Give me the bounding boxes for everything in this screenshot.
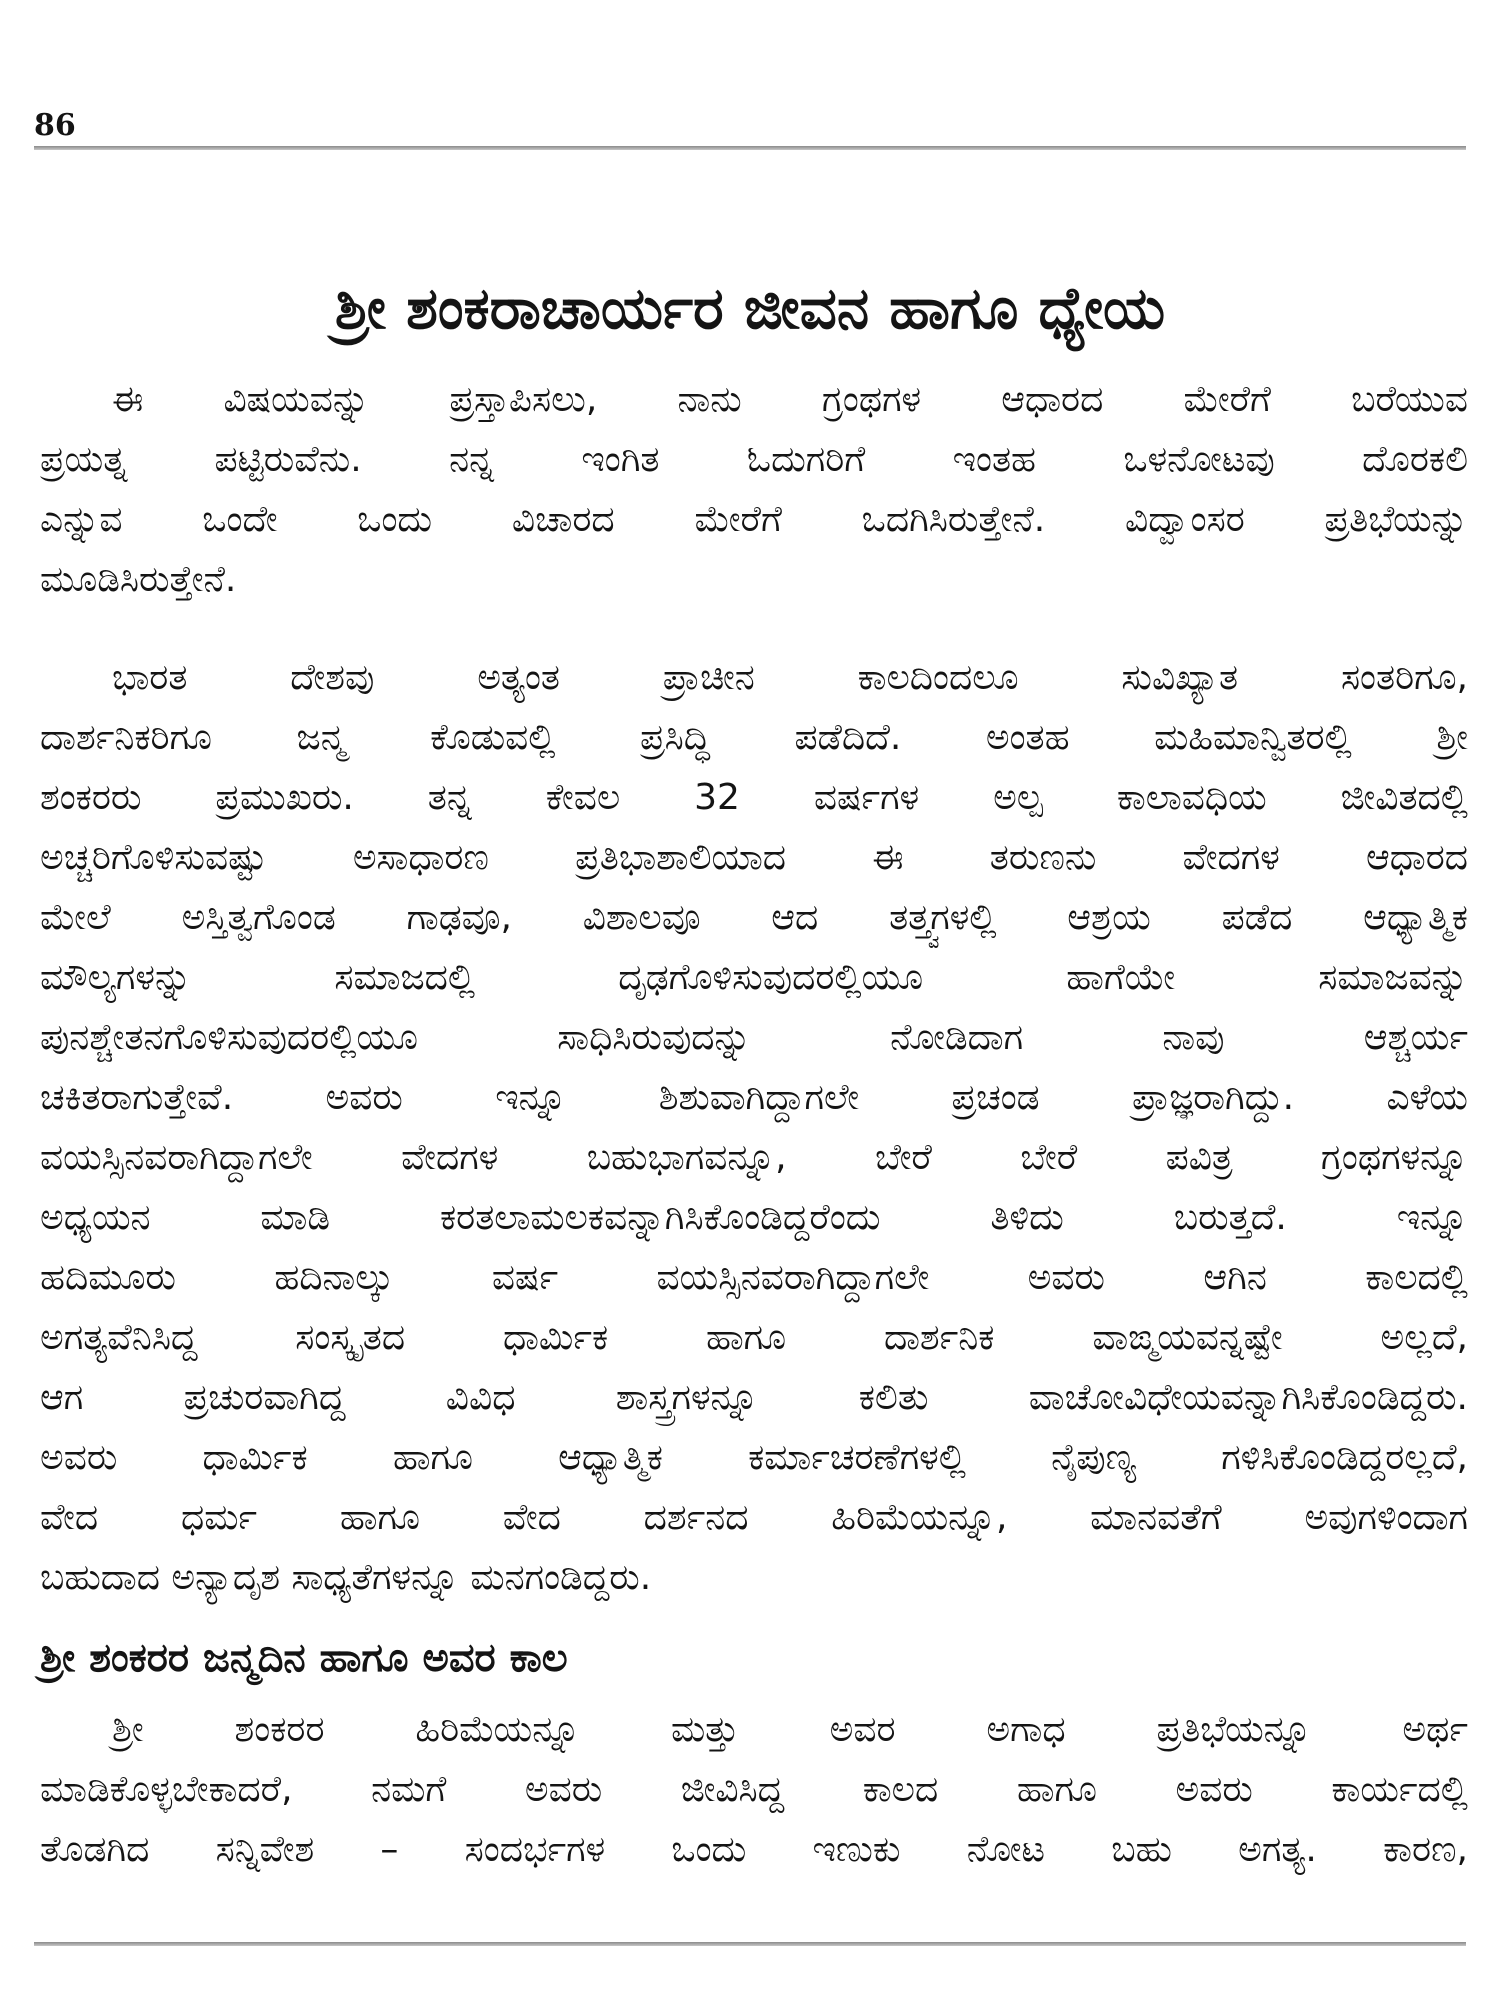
paragraph-line: ಈ ವಿಷಯವನ್ನು ಪ್ರಸ್ತಾಪಿಸಲು, ನಾನು ಗ್ರಂಥಗಳ ಆಧಾರದ ಮೇರೆಗೆ ಬರೆಯುವ	[112, 379, 1468, 420]
paragraph-2	[40, 648, 1468, 1608]
paragraph-line: ಅಚ್ಚರಿಗೊಳಿಸುವಷ್ಟು ಅಸಾಧಾರಣ ಪ್ರತಿಭಾಶಾಲಿಯಾದ ಈ ತರುಣನು ವೇದಗಳ ಆಧಾರದ	[40, 837, 1468, 878]
paragraph-line: ಆಗ ಪ್ರಚುರವಾಗಿದ್ದ ವಿವಿಧ ಶಾಸ್ತ್ರಗಳನ್ನೂ ಕಲಿತು ವಾಚೋವಿಧೇಯವನ್ನಾಗಿಸಿಕೊಂಡಿದ್ದರು.	[40, 1377, 1468, 1418]
paragraph-line: ಮಾಡಿಕೊಳ್ಳಬೇಕಾದರೆ, ನಮಗೆ ಅವರು ಜೀವಿಸಿದ್ದ ಕಾಲದ ಹಾಗೂ ಅವರು ಕಾರ್ಯದಲ್ಲಿ	[40, 1769, 1468, 1810]
paragraph-line: ಶ್ರೀ ಶಂಕರರ ಹಿರಿಮೆಯನ್ನೂ ಮತ್ತು ಅವರ ಅಗಾಧ ಪ್ರತಿಭೆಯನ್ನೂ ಅರ್ಥ	[112, 1709, 1468, 1750]
paragraph-line: ಅವರು ಧಾರ್ಮಿಕ ಹಾಗೂ ಆಧ್ಯಾತ್ಮಿಕ ಕರ್ಮಾಚರಣೆಗಳಲ್ಲಿ ನೈಪುಣ್ಯ ಗಳಿಸಿಕೊಂಡಿದ್ದರಲ್ಲದೆ,	[40, 1437, 1468, 1478]
page-number: 86	[34, 108, 76, 143]
paragraph-line: ಚಕಿತರಾಗುತ್ತೇವೆ. ಅವರು ಇನ್ನೂ ಶಿಶುವಾಗಿದ್ದಾಗಲೇ ಪ್ರಚಂಡ ಪ್ರಾಜ್ಞರಾಗಿದ್ದು. ಎಳೆಯ	[40, 1077, 1468, 1118]
paragraph-line: ಶಂಕರರು ಪ್ರಮುಖರು. ತನ್ನ ಕೇವಲ 32 ವರ್ಷಗಳ ಅಲ್ಪ ಕಾಲಾವಧಿಯ ಜೀವಿತದಲ್ಲಿ	[40, 777, 1468, 818]
paragraph-line: ಅಧ್ಯಯನ ಮಾಡಿ ಕರತಲಾಮಲಕವನ್ನಾಗಿಸಿಕೊಂಡಿದ್ದರೆಂದು ತಿಳಿದು ಬರುತ್ತದೆ. ಇನ್ನೂ	[40, 1197, 1468, 1238]
paragraph-line: ದಾರ್ಶನಿಕರಿಗೂ ಜನ್ಮ ಕೊಡುವಲ್ಲಿ ಪ್ರಸಿದ್ಧಿ ಪಡೆದಿದೆ. ಅಂತಹ ಮಹಿಮಾನ್ವಿತರಲ್ಲಿ ಶ್ರೀ	[40, 717, 1468, 758]
paragraph-line: ಹದಿಮೂರು ಹದಿನಾಲ್ಕು ವರ್ಷ ವಯಸ್ಸಿನವರಾಗಿದ್ದಾಗಲೇ ಅವರು ಆಗಿನ ಕಾಲದಲ್ಲಿ	[40, 1257, 1468, 1298]
paragraph-line: ವಯಸ್ಸಿನವರಾಗಿದ್ದಾಗಲೇ ವೇದಗಳ ಬಹುಭಾಗವನ್ನೂ, ಬೇರೆ ಬೇರೆ ಪವಿತ್ರ ಗ್ರಂಥಗಳನ್ನೂ	[40, 1137, 1468, 1178]
chapter-title: ಶ್ರೀ ಶಂಕರಾಚಾರ್ಯರ ಜೀವನ ಹಾಗೂ ಧ್ಯೇಯ	[334, 274, 1166, 342]
header-rule	[34, 146, 1466, 150]
paragraph-line: ಮೇಲೆ ಅಸ್ತಿತ್ವಗೊಂಡ ಗಾಢವೂ, ವಿಶಾಲವೂ ಆದ ತತ್ತ್ವಗಳಲ್ಲಿ ಆಶ್ರಯ ಪಡೆದ ಆಧ್ಯಾತ್ಮಿಕ	[40, 897, 1468, 938]
paragraph-line: ಬಹುದಾದ ಅನ್ಯಾದೃಶ ಸಾಧ್ಯತೆಗಳನ್ನೂ ಮನಗಂಡಿದ್ದರು.	[40, 1557, 652, 1598]
paragraph-line: ಪುನಶ್ಚೇತನಗೊಳಿಸುವುದರಲ್ಲಿಯೂ ಸಾಧಿಸಿರುವುದನ್ನು ನೋಡಿದಾಗ ನಾವು ಆಶ್ಚರ್ಯ	[40, 1017, 1468, 1058]
section-heading: ಶ್ರೀ ಶಂಕರರ ಜನ್ಮದಿನ ಹಾಗೂ ಅವರ ಕಾಲ	[40, 1635, 568, 1681]
paragraph-1	[40, 370, 1468, 610]
paragraph-line: ಪ್ರಯತ್ನ ಪಟ್ಟಿರುವೆನು. ನನ್ನ ಇಂಗಿತ ಓದುಗರಿಗೆ ಇಂತಹ ಒಳನೋಟವು ದೊರಕಲಿ	[40, 439, 1468, 480]
paragraph-line: ಮೂಡಿಸಿರುತ್ತೇನೆ.	[40, 559, 237, 600]
paragraph-line: ಭಾರತ ದೇಶವು ಅತ್ಯಂತ ಪ್ರಾಚೀನ ಕಾಲದಿಂದಲೂ ಸುವಿಖ್ಯಾತ ಸಂತರಿಗೂ,	[112, 657, 1468, 698]
paragraph-line: ವೇದ ಧರ್ಮ ಹಾಗೂ ವೇದ ದರ್ಶನದ ಹಿರಿಮೆಯನ್ನೂ, ಮಾನವತೆಗೆ ಅವುಗಳಿಂದಾಗ	[40, 1497, 1468, 1538]
footer-rule	[34, 1942, 1466, 1946]
paragraph-line: ಅಗತ್ಯವೆನಿಸಿದ್ದ ಸಂಸ್ಕೃತದ ಧಾರ್ಮಿಕ ಹಾಗೂ ದಾರ್ಶನಿಕ ವಾಙ್ಮಯವನ್ನಷ್ಟೇ ಅಲ್ಲದೆ,	[40, 1317, 1468, 1358]
paragraph-line: ಮೌಲ್ಯಗಳನ್ನು ಸಮಾಜದಲ್ಲಿ ದೃಢಗೊಳಿಸುವುದರಲ್ಲಿಯೂ ಹಾಗೆಯೇ ಸಮಾಜವನ್ನು	[40, 957, 1468, 998]
paragraph-line: ತೊಡಗಿದ ಸನ್ನಿವೇಶ – ಸಂದರ್ಭಗಳ ಒಂದು ಇಣುಕು ನೋಟ ಬಹು ಅಗತ್ಯ. ಕಾರಣ,	[40, 1829, 1468, 1870]
paragraph-line: ಎನ್ನುವ ಒಂದೇ ಒಂದು ವಿಚಾರದ ಮೇರೆಗೆ ಒದಗಿಸಿರುತ್ತೇನೆ. ವಿದ್ವಾಂಸರ ಪ್ರತಿಭೆಯನ್ನು	[40, 499, 1468, 540]
paragraph-3	[40, 1700, 1468, 1880]
